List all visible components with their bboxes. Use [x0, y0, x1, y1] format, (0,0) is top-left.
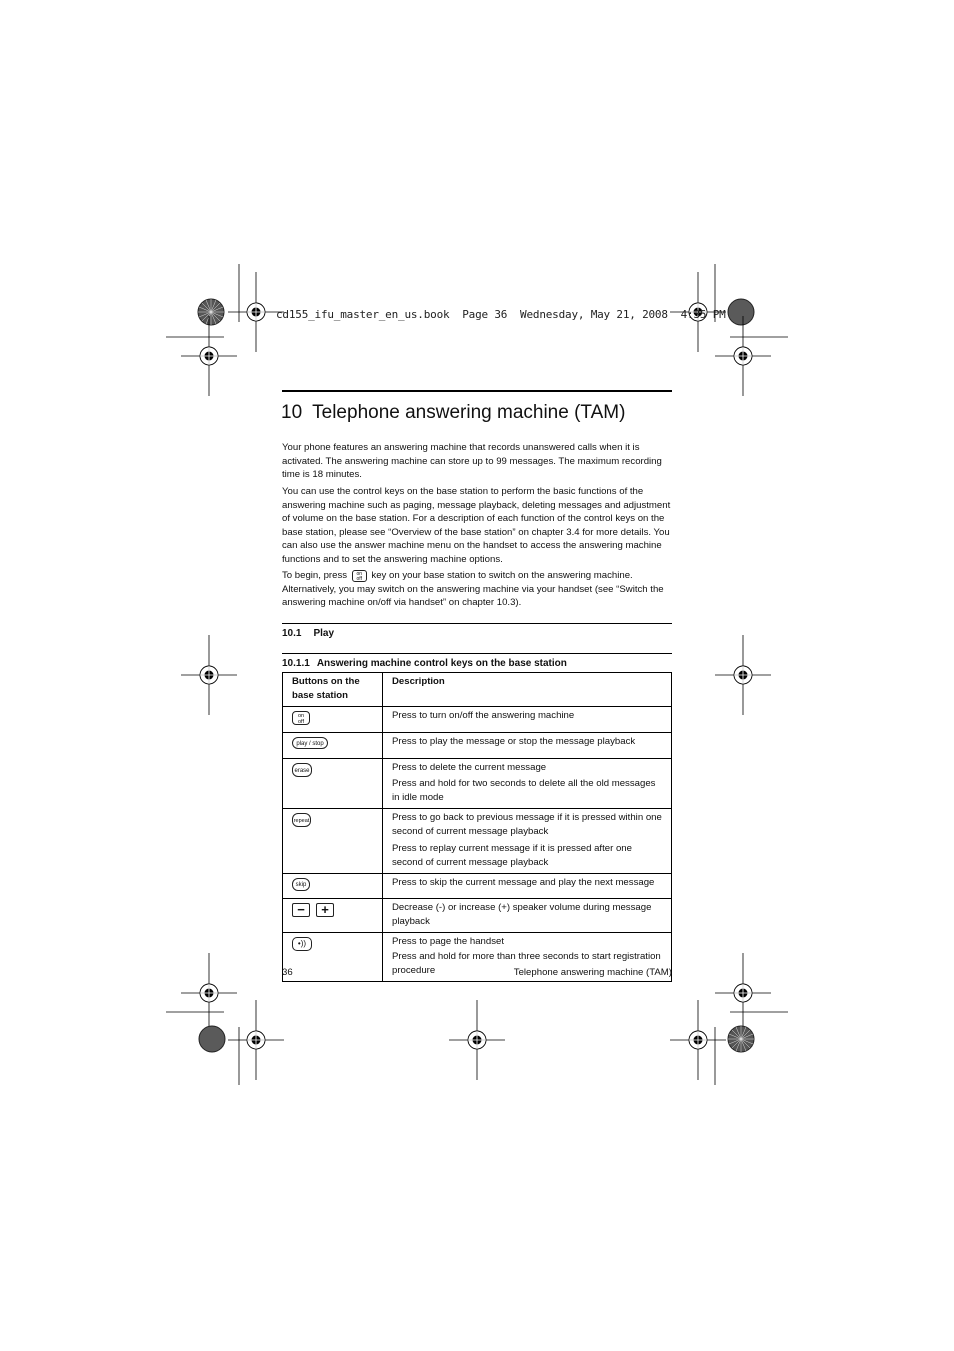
- subsection-rule: [282, 653, 672, 654]
- intro-p3-after: key on your base station to switch on the answering machine. Alternatively, you may switch on the answering machine via your handset (see “Switch the answering machine on/off via handset” on chapter 10.3).: [282, 570, 664, 609]
- row-description: Press to go back to previous message if it is pressed within one second of current message playback: [392, 812, 662, 838]
- table-row: [283, 707, 672, 732]
- play-stop-key-icon: play / stop: [292, 737, 328, 749]
- running-title: Telephone answering machine (TAM): [513, 967, 672, 978]
- chapter-title: [281, 402, 625, 424]
- on-off-key-icon: [292, 711, 310, 725]
- repeat-key-icon: repeat: [292, 813, 311, 827]
- table-row: [283, 809, 672, 874]
- subsection-heading: [282, 658, 567, 669]
- header-buttons: Buttons on the base station: [283, 673, 383, 707]
- row-description-secondary: Press and hold for two seconds to delete all the old messages in idle mode: [392, 777, 656, 804]
- chapter-title-text: Telephone answering machine (TAM): [312, 402, 626, 423]
- section-rule: [282, 623, 672, 624]
- erase-key-icon: erase: [292, 763, 312, 777]
- intro-paragraph-2: You can use the control keys on the base station to perform the basic functions of the answering machine such as paging, message playback, deleting messages and adjustment of volume on the base station. For a description of each function of the control keys on the base station, please see “Overview of the base station” on chapter 3.4 for more details. You can also use the answer machine menu on the handset to access the answering machine functions and to set the answering machine options.: [282, 486, 671, 565]
- table-row: [283, 758, 672, 809]
- key-label-on: on: [297, 713, 305, 720]
- table-row: [283, 899, 672, 933]
- section-number: 10.1: [282, 628, 302, 639]
- section-heading: [282, 628, 334, 639]
- row-description-secondary: Press to replay current message if it is pressed after one second of current message playback: [392, 842, 632, 868]
- row-description-secondary: Press and hold for more than three seconds to start registration procedure: [392, 950, 661, 976]
- row-description: Press to skip the current message and play the next message: [392, 877, 655, 889]
- chapter-number: 10: [281, 402, 303, 423]
- header-description: Description: [383, 673, 672, 707]
- intro-paragraph-1: Your phone features an answering machine that records unanswered calls when it is activated. The answering machine can store up to 99 messages. The maximum recording time is 18 minutes.: [282, 442, 662, 481]
- subsection-title: Answering machine control keys on the base station: [316, 658, 567, 669]
- table-header-row: [283, 673, 672, 707]
- key-label-off: off: [297, 719, 304, 726]
- volume-down-key-icon: −: [292, 903, 310, 917]
- key-label-off: off: [356, 576, 362, 582]
- volume-up-key-icon: +: [316, 903, 334, 917]
- row-description: Press to delete the current message: [392, 761, 547, 773]
- row-description: Press to page the handset: [392, 936, 505, 948]
- intro-p3-before: To begin, press: [282, 570, 348, 581]
- table-row: [283, 874, 672, 899]
- row-description: Press to turn on/off the answering machine: [392, 710, 575, 722]
- paging-key-icon: •)): [292, 937, 312, 951]
- row-description: Press to play the message or stop the message playback: [392, 735, 636, 747]
- print-header: cd155_ifu_master_en_us.book Page 36 Wednesday, May 21, 2008 4:35 PM: [276, 308, 726, 321]
- on-off-key-icon: [352, 570, 367, 582]
- chapter-rule: [282, 390, 672, 392]
- section-title: Play: [313, 628, 335, 639]
- intro-paragraph-3: [282, 569, 674, 610]
- subsection-number: 10.1.1: [282, 658, 310, 669]
- row-description: Decrease (-) or increase (+) speaker volume during message playback: [392, 902, 652, 928]
- key-label-on: on: [356, 571, 363, 577]
- skip-key-icon: skip: [292, 878, 310, 891]
- table-row: [283, 732, 672, 758]
- control-keys-table: [282, 672, 672, 982]
- page-number: 36: [282, 967, 293, 978]
